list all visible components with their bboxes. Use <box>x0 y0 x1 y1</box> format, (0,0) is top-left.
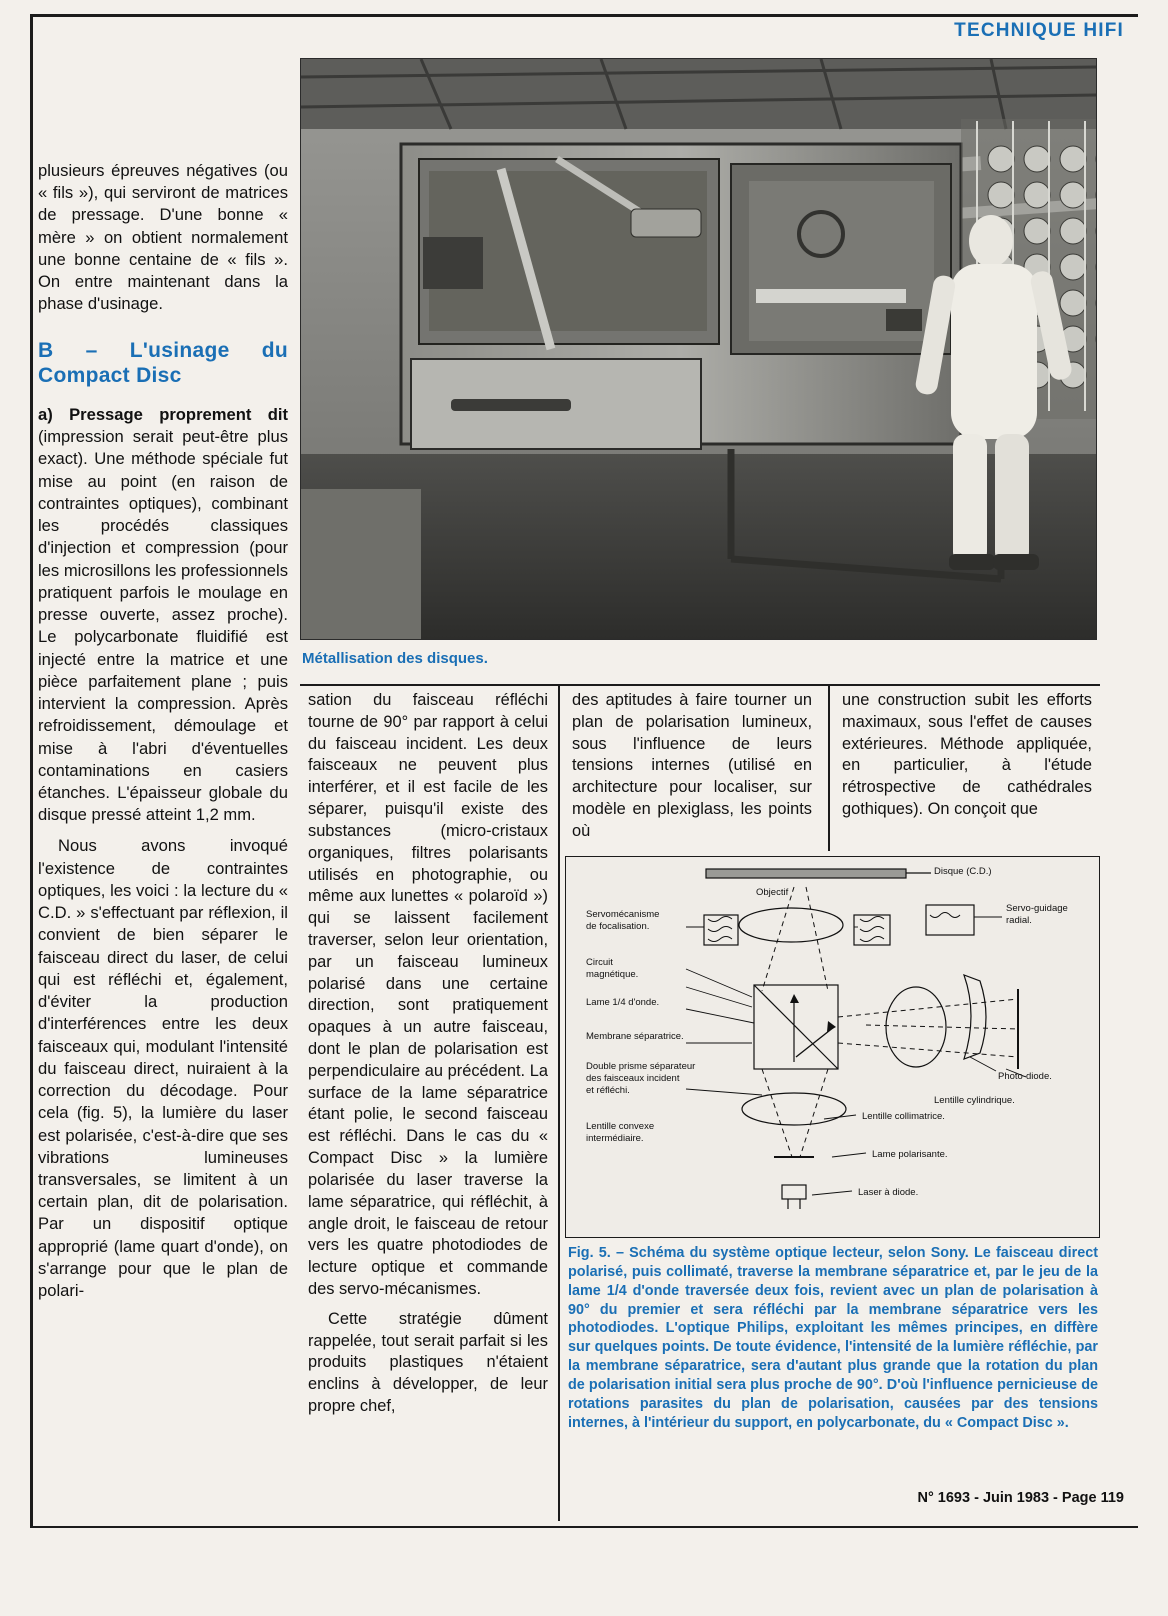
label-convex-1: Lentille convexe <box>586 1121 655 1132</box>
label-magnetic-1: Circuit <box>586 957 613 968</box>
columns-top-divider <box>300 684 1100 686</box>
label-prism-1: Double prisme séparateur <box>586 1061 696 1072</box>
label-quarter-wave: Lame 1/4 d'onde. <box>586 997 660 1008</box>
label-polarizing: Lame polarisante. <box>872 1149 948 1160</box>
label-servo-radial-2: radial. <box>1006 915 1032 926</box>
label-convex-2: intermédiaire. <box>586 1133 644 1144</box>
label-servo-radial-1: Servo-guidage <box>1006 903 1068 914</box>
label-magnetic-2: magnétique. <box>586 969 639 980</box>
column-b-paragraph-1: des aptitudes à faire tourner un plan de polarisation lumineux, sous l'influence de leurs tensions internes (utilisé en architecture pour localiser, sur modèle en plexiglass, les points où <box>572 691 812 840</box>
label-laser: Laser à diode. <box>858 1187 919 1198</box>
left-column <box>38 160 288 1302</box>
photo-caption: Métallisation des disques. <box>302 650 488 667</box>
column-c-paragraph-1: une construction subit les efforts maximaux, sous l'effet de causes extérieures. Méthode appliquée, en particulier, à l'étude rétrospective de cathédrales gothiques). On conçoit que <box>842 691 1092 819</box>
left-paragraph-2-body: (impression serait peut-être plus exact). Une méthode spéciale fut mise au point (en raison de contraintes optiques), combinant les procédés classiques d'injection et compression (pour les microsillons les professionnels pratiquent parfois le moulage en presse ouverte, assez proche). Le polycarbonate fluidifié est injecté entre la matrice et une pièce parfaitement plane ; puis intervient la compression. Après refroidissement, démoulage et mise à l'abri d'éventuelles contaminations en casiers étanches. L'épaisseur globale du disque pressé atteint 1,2 mm. <box>38 427 288 825</box>
figure-diagram <box>566 857 1097 1235</box>
column-divider-1 <box>558 686 560 1521</box>
photo-metallisation <box>300 58 1097 640</box>
bottom-rule <box>30 1526 1138 1528</box>
label-objective: Objectif <box>756 887 789 898</box>
label-photodiode: Photo-diode. <box>998 1071 1052 1082</box>
column-a-paragraph-2: Cette stratégie dûment rappelée, tout serait parfait si les produits plastiques n'étaient enclins à développer, de leur propre chef, <box>308 1309 548 1415</box>
column-a-paragraph-1: sation du faisceau réfléchi tourne de 90° par rapport à celui du faisceau incident. Les deux faisceaux ne peuvent plus interférer, et il est facile de les séparer, puisqu'il existe des substances (micro-cristaux organiques, filtres polarisants utilisés en photographie, ou même aux lunettes « polaroïd ») qui se laissent facilement traverser, selon leur orientation, par un faisceau lumineux polarisé dans une certaine direction, sont pratiquement opaques à un autre faisceau, dont le plan de polarisation est perpendiculaire au précédent. La surface de la lame séparatrice étant polie, le second faisceau est réfléchi. Dans le cas du « Compact Disc » la lumière polarisée du laser traverse la lame séparatrice, qui réfléchit, à angle droit, le faisceau de retour vers les quatre photodiodes de lecture optique et commande des servo-mécanismes. <box>308 691 548 1298</box>
column-b <box>572 690 812 843</box>
top-rule <box>30 14 1138 17</box>
left-rule <box>30 14 33 1526</box>
column-divider-2 <box>828 686 830 851</box>
figure-optical-system <box>565 856 1100 1238</box>
label-prism-2: des faisceaux incident <box>586 1073 680 1084</box>
label-servo-focus-2: de focalisation. <box>586 921 650 932</box>
label-servo-focus-1: Servomécanisme <box>586 909 660 920</box>
photo-illustration <box>301 59 1096 639</box>
page-footer: N° 1693 - Juin 1983 - Page 119 <box>917 1490 1124 1506</box>
page-header-title: TECHNIQUE HIFI <box>954 20 1124 41</box>
left-paragraph-1: plusieurs épreuves négatives (ou « fils »), qui serviront de matrices de pressage. D'une bonne « mère » on obtient normalement une bonne centaine de « fils ». On entre maintenant dans la phase d'usinage. <box>38 161 288 314</box>
label-membrane: Membrane séparatrice. <box>586 1031 684 1042</box>
label-cylindrical: Lentille cylindrique. <box>934 1095 1015 1106</box>
section-heading: B – L'usinage du Compact Disc <box>38 338 288 387</box>
label-prism-3: et réfléchi. <box>586 1085 630 1096</box>
label-disc: Disque (C.D.) <box>934 866 992 877</box>
figure-caption: Fig. 5. – Schéma du système optique lecteur, selon Sony. Le faisceau direct polarisé, puis collimaté, traverse la membrane séparatrice et, par le jeu de la lame 1/4 d'onde traversée deux fois, revient avec un plan de polarisation à 90° du premier et sera réfléchi par la membrane séparatrice vers les photodiodes. L'optique Philips, exploitant les mêmes principes, en diffère sur quelques points. De toute évidence, l'intensité de la lumière réfléchie, par la membrane séparatrice, sera d'autant plus grande que la rotation du plan de polarisation initial sera plus proche de 90°. D'où l'influence pernicieuse de rotations parasites du plan de polarisation, causées par des tensions internes, à l'intérieur du support, en polycarbonate, du « Compact Disc ». <box>568 1245 1098 1431</box>
column-c <box>842 690 1092 821</box>
left-paragraph-2-lead: a) Pressage proprement dit <box>38 405 288 425</box>
left-paragraph-3: Nous avons invoqué l'existence de contraintes optiques, les voici : la lecture du « C.D. » s'effectuant par réflexion, il convient de bien séparer le faisceau direct du laser, de celui qui est réfléchi et, également, d'éviter la production d'interférences entre les deux faisceaux qui, modulant l'intensité du faisceau direct, nuiraient à la correction du décodage. Pour cela (fig. 5), la lumière du laser est polarisée, c'est-à-dire que ses vibrations lumineuses transversales, se limitent à un certain plan, dit de polarisation. Par un dispositif optique approprié (lame quart d'onde), on s'arrange pour que le plan de polari- <box>38 836 288 1301</box>
column-a <box>308 690 548 1418</box>
left-paragraph-2 <box>38 404 288 826</box>
label-collimating: Lentille collimatrice. <box>862 1111 945 1122</box>
